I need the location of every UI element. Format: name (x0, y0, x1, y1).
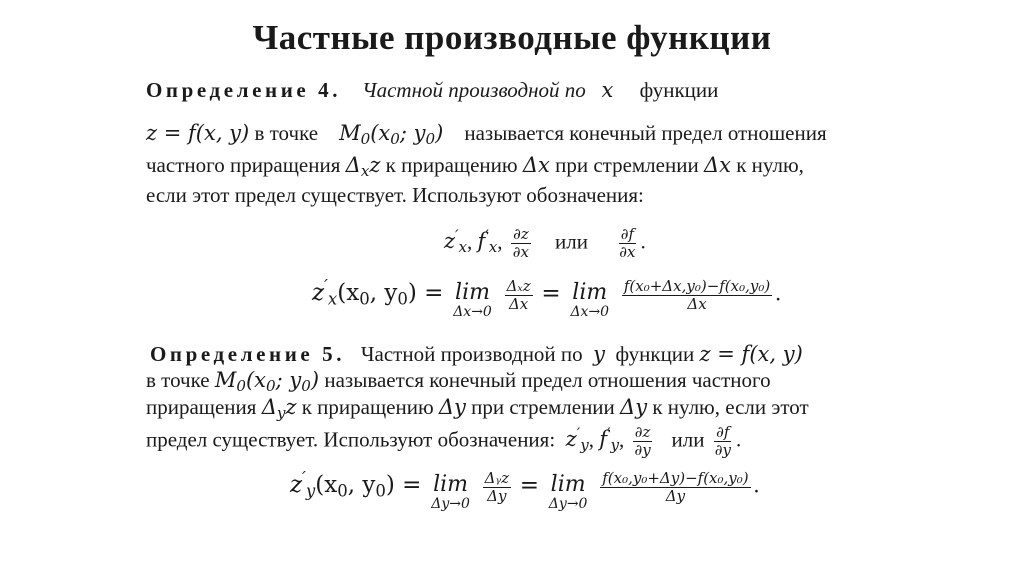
def5-text-notations: предел существует. Используют обозначения: (146, 427, 556, 452)
def5-not-dy2: ∂y (714, 441, 731, 459)
def5-f-lim2-under: Δy→0 (548, 496, 588, 512)
def4-formula (312, 276, 781, 320)
def5-dy: Δy (438, 395, 466, 419)
def4-point-x: (x (370, 121, 391, 145)
def5-f-frac1-den: Δy (487, 486, 507, 505)
def4-f-args-close: ) = (407, 280, 444, 307)
def4-f-frac1 (505, 278, 533, 313)
def5-lead-tail: функции (615, 342, 695, 366)
def4-not-or: или (555, 229, 588, 254)
def4-f-frac2-den: Δx (687, 294, 707, 313)
def5-not-df: ∂f (716, 423, 730, 441)
def5-f-frac1-num: Δᵧz (484, 468, 510, 487)
def4-not-comma1: , (467, 229, 473, 254)
def4-not-fx: f (477, 229, 486, 254)
def4-not-comma2: , (497, 229, 503, 254)
def5-f-frac2-den: Δy (665, 486, 686, 505)
def5-point-m: M (214, 368, 237, 392)
def4-text-zero: к нулю, (736, 153, 804, 177)
def4-func: z = f(x, y) (146, 121, 250, 145)
def5-line1 (150, 341, 803, 367)
def4-f-args-sub1: 0 (359, 289, 370, 309)
def5-f-args-open: (x (315, 472, 338, 499)
def4-f-lim1-under: Δx→0 (453, 304, 492, 320)
def5-f-lim2-word: lim (550, 472, 586, 497)
def5-f-lim2 (549, 474, 588, 512)
def4-not-df-dx (617, 226, 637, 261)
def5-heading: Определение 5. (150, 342, 346, 366)
def5-delta-z: z (285, 395, 297, 419)
def4-f-z: z (312, 280, 325, 307)
def4-not-dx2: ∂x (619, 243, 636, 261)
def5-text-tending: при стремлении (471, 395, 615, 419)
def5-point-x: (x (245, 368, 267, 392)
def4-f-period: . (775, 280, 781, 306)
def5-text-zero: к нулю, если этот (652, 395, 809, 419)
def5-f-args-sub1: 0 (337, 481, 348, 501)
def4-f-args-sub2: 0 (397, 289, 408, 309)
def4-lead: Частной производной по (362, 78, 586, 102)
def4-not-dz: ∂z (513, 225, 529, 243)
def4-delta-z: z (369, 153, 381, 177)
def4-not-zx-sub: x (458, 238, 468, 257)
def5-f-z: z (290, 472, 303, 499)
def4-f-lim2-under: Δx→0 (570, 304, 610, 320)
def5-not-dz: ∂z (634, 423, 651, 441)
def5-point-m-sub: 0 (236, 377, 246, 396)
def4-point-y-sub: 0 (425, 130, 436, 149)
def5-f-lim1-under: Δy→0 (431, 496, 470, 512)
def5-not-df-dy (713, 424, 733, 459)
def5-lead: Частной производной по (360, 342, 583, 366)
def4-f-frac1-num: Δₓz (506, 276, 531, 295)
def4-line3 (146, 152, 804, 181)
def4-f-args-open: (x (337, 280, 360, 307)
def5-text-to-increment: к приращению (301, 395, 434, 419)
def5-not-fy-prime: ′ (607, 424, 611, 443)
def5-f-args-mid: , y (347, 472, 376, 499)
def5-f-frac2-num: f(x₀,y₀+Δy)−f(x₀,y₀) (602, 468, 749, 487)
def5-f-lim1-word: lim (433, 472, 468, 497)
def5-not-dz-dy (633, 424, 653, 459)
def4-lead-tail: функции (639, 78, 719, 102)
def4-f-frac2 (622, 278, 772, 313)
def4-f-frac1-den: Δx (508, 294, 529, 313)
def4-line1 (146, 77, 718, 103)
def5-line4 (146, 424, 741, 459)
def5-f-args-sub2: 0 (375, 481, 386, 501)
def5-not-zy-sub: y (580, 436, 589, 455)
def4-not-zx-prime: ′ (455, 226, 459, 245)
def5-text-increment: приращения (146, 395, 257, 419)
slide-title: Частные производные функции (252, 18, 772, 57)
def4-f-frac2-num: f(x₀+Δx,y₀)−f(x₀,y₀) (623, 276, 771, 295)
def4-f-prime: ′ (324, 277, 328, 297)
def5-point-close: ) (310, 368, 320, 392)
def4-dx2: Δx (703, 153, 731, 177)
def5-text-limit: называется конечный предел отношения частного (324, 368, 771, 392)
def4-f-sub: x (327, 289, 338, 309)
def5-f-args-close: ) = (385, 472, 422, 499)
def5-f-lim1 (431, 474, 470, 512)
def4-point-m: M (339, 121, 361, 145)
def5-not-zy-prime: ′ (576, 424, 581, 443)
def5-line2 (146, 367, 771, 396)
def5-point-y: ; y (275, 368, 302, 392)
def5-not-or: или (671, 427, 705, 452)
def4-f-lim1 (453, 282, 492, 320)
def4-not-zx: z (444, 229, 456, 254)
def4-not-fx-prime: ′ (485, 226, 489, 245)
def5-point-x-sub: 0 (266, 377, 276, 396)
def4-f-lim1-word: lim (455, 280, 490, 305)
def4-var: x (601, 78, 614, 102)
def5-text-point: в точке (146, 368, 210, 392)
def4-not-dz-dx (511, 226, 531, 261)
def4-point-m-sub: 0 (360, 130, 371, 149)
def4-point-x-sub: 0 (390, 130, 400, 149)
def4-f-lim2 (570, 282, 609, 320)
def4-f-lim2-word: lim (572, 280, 608, 305)
def4-text-partial: частного приращения (146, 153, 341, 177)
def5-f-sub: y (305, 481, 316, 501)
def4-line2 (146, 120, 827, 149)
def4-text-point: в точке (254, 121, 319, 145)
def4-point (339, 121, 444, 149)
def5-point (214, 368, 320, 396)
def5-f-eq: = (519, 472, 540, 499)
def4-delta-sub: x (360, 162, 370, 181)
def4-not-fx-sub: x (488, 238, 498, 257)
def5-var: y (593, 342, 606, 366)
def4-text-increment: к приращению (385, 153, 518, 177)
def5-line3 (146, 394, 809, 423)
def4-heading: Определение 4. (146, 78, 342, 102)
def4-f-eq: = (541, 280, 561, 307)
def5-f-frac2 (600, 470, 750, 505)
def5-not-dy: ∂y (634, 441, 651, 459)
def4-not-df: ∂f (620, 225, 634, 243)
def5-not-fy-sub: y (610, 436, 619, 455)
def5-formula (290, 468, 760, 512)
def5-not-comma1: , (588, 427, 594, 452)
def5-not-comma2: , (619, 427, 625, 452)
def4-dx: Δx (522, 153, 550, 177)
def4-text-limit: называется конечный предел отношения (464, 121, 827, 145)
def5-not-period: . (735, 427, 742, 452)
def5-not-fy: f (599, 427, 608, 452)
def4-line4: если этот предел существует. Используют обозначения: (146, 183, 644, 207)
def4-text-tending: при стремлении (555, 153, 699, 177)
def5-delta-sub: y (276, 404, 286, 423)
def5-f-frac1 (483, 470, 511, 505)
def4-not-period: . (640, 229, 646, 254)
def4-not-dx: ∂x (512, 243, 530, 261)
def5-delta: Δ (261, 395, 277, 419)
def4-point-close: ) (435, 121, 444, 145)
def4-point-y: ; y (399, 121, 426, 145)
def5-func: z = f(x, y) (699, 342, 803, 366)
def5-point-y-sub: 0 (301, 377, 311, 396)
def5-not-zy: z (565, 427, 577, 452)
def4-notations (444, 226, 646, 261)
def5-f-period: . (753, 472, 760, 498)
def4-f-args-mid: , y (369, 280, 398, 307)
def5-f-prime: ′ (302, 469, 306, 489)
def5-dy2: Δy (620, 395, 648, 419)
def4-delta: Δ (345, 153, 361, 177)
